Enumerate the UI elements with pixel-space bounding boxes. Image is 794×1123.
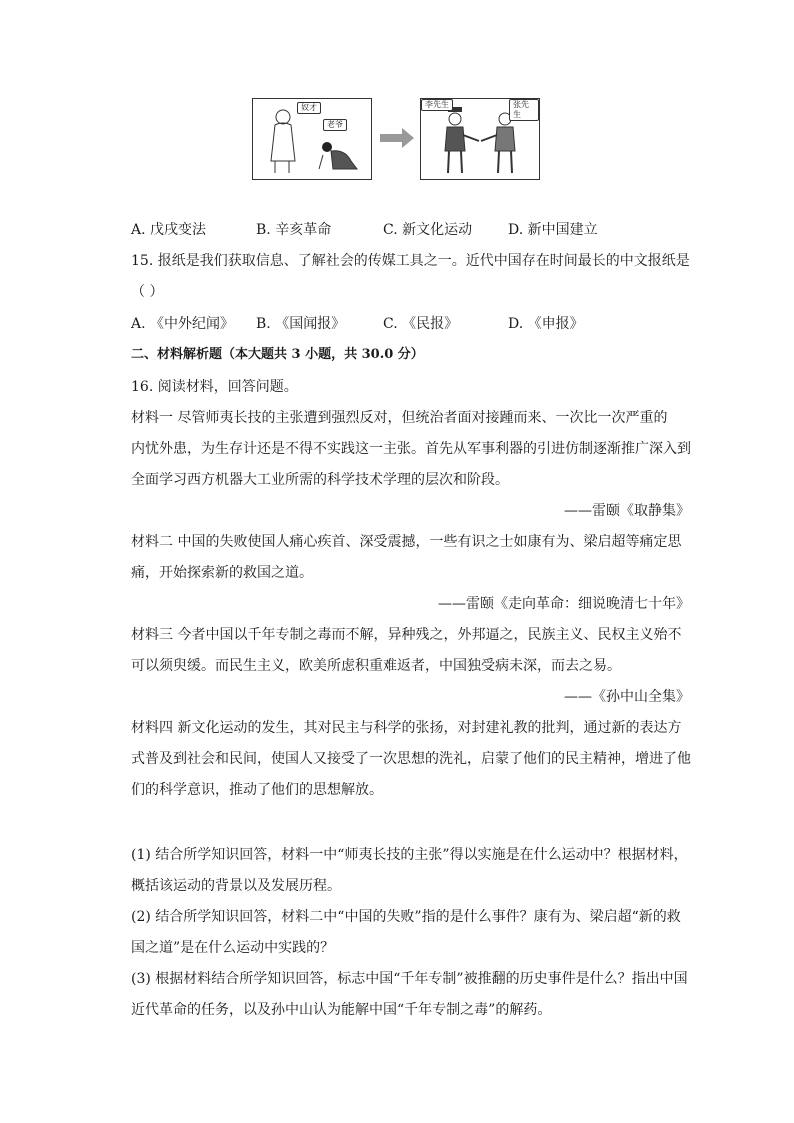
material-1-line: 材料一 尽管师夷长技的主张遭到强烈反对，但统治者面对接踵而来、一次比一次严重的 [131,410,668,426]
arrow-icon [380,128,414,148]
material-2-source: ——雷颐《走向革命：细说晚清七十年》 [438,596,690,612]
material-4-line: 式普及到社会和民间，使国人又接受了一次思想的洗礼，启蒙了他们的民主精神，增进了他 [131,751,691,767]
cartoon-left-panel [252,98,372,180]
material-4-line: 们的科学意识，推动了他们的思想解放。 [131,782,383,798]
q15-option-c: C. 《民报》 [383,316,459,332]
q15-option-a: A. 《中外纪闻》 [131,316,235,332]
q15-option-b: B. 《国闻报》 [256,316,346,332]
question-line: (3) 根据材料结合所学知识回答，标志中国“千年专制”被推翻的历史事件是什么？指出中国 [131,971,688,987]
material-1-line: 内忧外患，为生存计还是不得不实践这一主张。首先从军事利器的引进仿制逐渐推广深入到 [131,441,691,457]
material-4-line: 材料四 新文化运动的发生，其对民主与科学的张扬，对封建礼教的批判，通过新的表达方 [131,720,682,736]
question-line: 概括该运动的背景以及发展历程。 [131,878,341,894]
material-3-line: 材料三 今者中国以千年专制之毒而不解，异种残之，外邦逼之，民族主义、民权主义殆不 [131,627,682,643]
question-line: (1) 结合所学知识回答，材料一中“师夷长技的主张”得以实施是在什么运动中？根据材料， [131,847,688,863]
speech-bubble-right-1: 李先生 [421,99,453,111]
q14-option-b: B. 辛亥革命 [256,222,332,238]
q15-option-d: D. 《申报》 [508,316,584,332]
question-line: 近代革命的任务，以及孙中山认为能解中国“千年专制之毒”的解药。 [131,1002,552,1018]
material-1-line: 全面学习西方机器大工业所需的科学技术学理的层次和阶段。 [131,472,509,488]
material-3-source: ——《孙中山全集》 [564,689,690,705]
speech-bubble-right-2: 张先生 [509,99,539,121]
speech-bubble-left-1: 奴才 [297,102,321,114]
q14-option-d: D. 新中国建立 [508,222,598,238]
q15-bracket: （ ） [131,284,164,300]
material-3-line: 可以须臾缓。而民生主义，欧美所虑积重难返者，中国独受病未深，而去之易。 [131,658,621,674]
material-1-source: ——雷颐《取静集》 [564,503,690,519]
material-2-line: 材料二 中国的失败使国人痛心疾首、深受震撼，一些有识之士如康有为、梁启超等痛定思 [131,534,682,550]
q15-options [131,314,651,334]
question-line: (2) 结合所学知识回答，材料二中“中国的失败”指的是什么事件？康有为、梁启超“新的救 [131,909,681,925]
question-line: 国之道”是在什么运动中实践的？ [131,940,335,956]
q16-stem: 16. 阅读材料，回答问题。 [131,379,298,395]
q14-option-c: C. 新文化运动 [383,222,473,238]
q14-options [131,220,651,240]
cartoon-right-panel [420,98,540,180]
section-heading: 二、材料解析题（本大题共 3 小题，共 30.0 分） [131,347,424,362]
speech-bubble-left-2: 老爷 [323,119,347,131]
q14-option-a: A. 戊戌变法 [131,222,207,238]
cartoon-figure [252,98,552,178]
q15-stem: 15. 报纸是我们获取信息、了解社会的传媒工具之一。近代中国存在时间最长的中文报纸是 [131,253,690,269]
material-2-line: 痛，开始探索新的救国之道。 [131,565,313,581]
